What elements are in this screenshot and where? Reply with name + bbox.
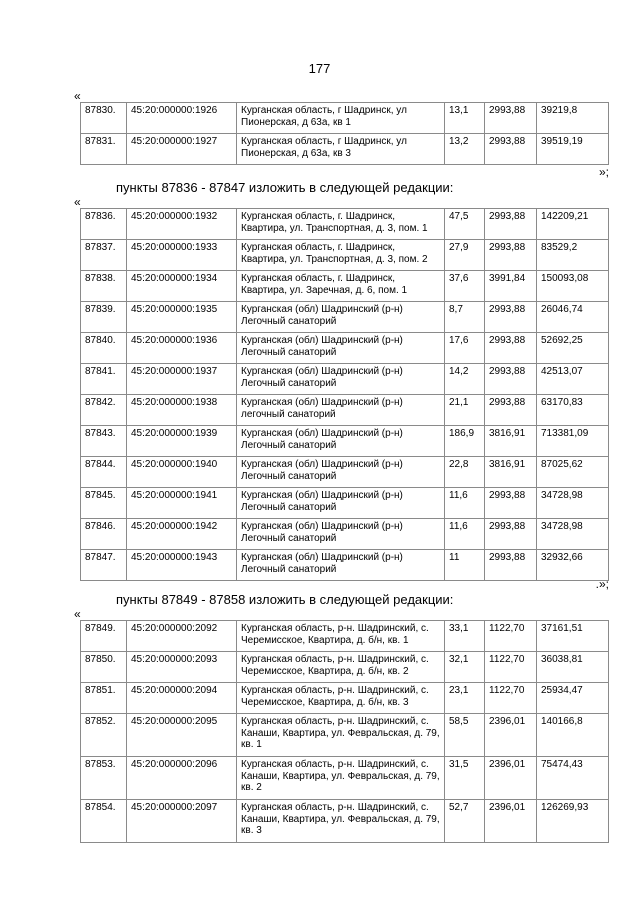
- table-row: [81, 519, 609, 550]
- open-quote: «: [74, 89, 81, 103]
- cadastral-number-cell: 45:20:000000:1932: [127, 209, 237, 240]
- unit-price-cell: 2993,88: [485, 333, 537, 364]
- unit-price-cell: 2993,88: [485, 550, 537, 581]
- row-number-cell: 87843.: [81, 426, 127, 457]
- row-number-cell: 87836.: [81, 209, 127, 240]
- row-number-cell: 87847.: [81, 550, 127, 581]
- cadastral-number-cell: 45:20:000000:1933: [127, 240, 237, 271]
- table-row: [81, 652, 609, 683]
- table-row: [81, 302, 609, 333]
- area-cell: 27,9: [445, 240, 485, 271]
- area-cell: 31,5: [445, 757, 485, 800]
- table-row: [81, 550, 609, 581]
- unit-price-cell: 3816,91: [485, 426, 537, 457]
- row-number-cell: 87830.: [81, 103, 127, 134]
- unit-price-cell: 2993,88: [485, 488, 537, 519]
- address-cell: Курганская (обл) Шадринский (р-н) Легочный санаторий: [237, 488, 445, 519]
- total-value-cell: 126269,93: [537, 800, 609, 843]
- close-quote: .»;: [595, 577, 609, 591]
- address-cell: Курганская область, г. Шадринск, Квартира, ул. Транспортная, д. 3, пом. 1: [237, 209, 445, 240]
- address-cell: Курганская область, г. Шадринск, Квартира, ул. Транспортная, д. 3, пом. 2: [237, 240, 445, 271]
- total-value-cell: 39219,8: [537, 103, 609, 134]
- unit-price-cell: 3991,84: [485, 271, 537, 302]
- table-row: [81, 457, 609, 488]
- area-cell: 186,9: [445, 426, 485, 457]
- row-number-cell: 87849.: [81, 621, 127, 652]
- table-row: [81, 103, 609, 134]
- cadastral-number-cell: 45:20:000000:1943: [127, 550, 237, 581]
- amendment-paragraph: пункты 87836 - 87847 изложить в следующей редакции:: [116, 180, 454, 195]
- row-number-cell: 87852.: [81, 714, 127, 757]
- unit-price-cell: 2993,88: [485, 395, 537, 426]
- row-number-cell: 87851.: [81, 683, 127, 714]
- total-value-cell: 75474,43: [537, 757, 609, 800]
- address-cell: Курганская (обл) Шадринский (р-н) Легочный санаторий: [237, 364, 445, 395]
- row-number-cell: 87839.: [81, 302, 127, 333]
- unit-price-cell: 2993,88: [485, 364, 537, 395]
- total-value-cell: 42513,07: [537, 364, 609, 395]
- cadastral-number-cell: 45:20:000000:1937: [127, 364, 237, 395]
- address-cell: Курганская область, р-н. Шадринский, с. Канаши, Квартира, ул. Февральская, д. 79, кв. 3: [237, 800, 445, 843]
- address-cell: Курганская (обл) Шадринский (р-н) Легочный санаторий: [237, 550, 445, 581]
- close-quote: »;: [598, 165, 609, 179]
- cadastral-number-cell: 45:20:000000:1942: [127, 519, 237, 550]
- area-cell: 13,1: [445, 103, 485, 134]
- total-value-cell: 32932,66: [537, 550, 609, 581]
- unit-price-cell: 2396,01: [485, 714, 537, 757]
- cadastral-number-cell: 45:20:000000:2092: [127, 621, 237, 652]
- address-cell: Курганская (обл) Шадринский (р-н) легочный санаторий: [237, 395, 445, 426]
- cadastral-number-cell: 45:20:000000:1936: [127, 333, 237, 364]
- total-value-cell: 87025,62: [537, 457, 609, 488]
- row-number-cell: 87838.: [81, 271, 127, 302]
- cadastral-number-cell: 45:20:000000:1934: [127, 271, 237, 302]
- area-cell: 23,1: [445, 683, 485, 714]
- unit-price-cell: 2396,01: [485, 800, 537, 843]
- table-section-2: [80, 208, 609, 581]
- area-cell: 14,2: [445, 364, 485, 395]
- unit-price-cell: 2993,88: [485, 134, 537, 165]
- address-cell: Курганская (обл) Шадринский (р-н) Легочный санаторий: [237, 426, 445, 457]
- unit-price-cell: 1122,70: [485, 621, 537, 652]
- total-value-cell: 83529,2: [537, 240, 609, 271]
- unit-price-cell: 1122,70: [485, 683, 537, 714]
- area-cell: 11,6: [445, 488, 485, 519]
- address-cell: Курганская (обл) Шадринский (р-н) Легочный санаторий: [237, 457, 445, 488]
- row-number-cell: 87853.: [81, 757, 127, 800]
- area-cell: 37,6: [445, 271, 485, 302]
- table-row: [81, 426, 609, 457]
- address-cell: Курганская область, г. Шадринск, Квартира, ул. Заречная, д. 6, пом. 1: [237, 271, 445, 302]
- cadastral-number-cell: 45:20:000000:2093: [127, 652, 237, 683]
- table-section-3: [80, 620, 609, 843]
- open-quote: «: [74, 195, 81, 209]
- address-cell: Курганская область, р-н. Шадринский, с. Канаши, Квартира, ул. Февральская, д. 79, кв. 2: [237, 757, 445, 800]
- unit-price-cell: 2993,88: [485, 519, 537, 550]
- table-row: [81, 621, 609, 652]
- area-cell: 52,7: [445, 800, 485, 843]
- cadastral-number-cell: 45:20:000000:2094: [127, 683, 237, 714]
- address-cell: Курганская область, р-н. Шадринский, с. Черемисское, Квартира, д. б/н, кв. 2: [237, 652, 445, 683]
- address-cell: Курганская (обл) Шадринский (р-н) Легочный санаторий: [237, 519, 445, 550]
- row-number-cell: 87842.: [81, 395, 127, 426]
- row-number-cell: 87850.: [81, 652, 127, 683]
- area-cell: 11,6: [445, 519, 485, 550]
- total-value-cell: 63170,83: [537, 395, 609, 426]
- unit-price-cell: 2993,88: [485, 240, 537, 271]
- table-row: [81, 395, 609, 426]
- cadastral-number-cell: 45:20:000000:1939: [127, 426, 237, 457]
- address-cell: Курганская (обл) Шадринский (р-н) Легочный санаторий: [237, 333, 445, 364]
- table-row: [81, 714, 609, 757]
- row-number-cell: 87837.: [81, 240, 127, 271]
- row-number-cell: 87831.: [81, 134, 127, 165]
- unit-price-cell: 3816,91: [485, 457, 537, 488]
- row-number-cell: 87841.: [81, 364, 127, 395]
- area-cell: 13,2: [445, 134, 485, 165]
- total-value-cell: 142209,21: [537, 209, 609, 240]
- row-number-cell: 87844.: [81, 457, 127, 488]
- cadastral-number-cell: 45:20:000000:2095: [127, 714, 237, 757]
- total-value-cell: 26046,74: [537, 302, 609, 333]
- total-value-cell: 713381,09: [537, 426, 609, 457]
- table-row: [81, 683, 609, 714]
- address-cell: Курганская область, г Шадринск, ул Пионерская, д 63а, кв 1: [237, 103, 445, 134]
- unit-price-cell: 2993,88: [485, 209, 537, 240]
- total-value-cell: 36038,81: [537, 652, 609, 683]
- cadastral-number-cell: 45:20:000000:1935: [127, 302, 237, 333]
- page-number: 177: [308, 61, 331, 76]
- cadastral-number-cell: 45:20:000000:2096: [127, 757, 237, 800]
- area-cell: 32,1: [445, 652, 485, 683]
- table-row: [81, 488, 609, 519]
- address-cell: Курганская (обл) Шадринский (р-н) Легочный санаторий: [237, 302, 445, 333]
- table-row: [81, 271, 609, 302]
- table-body: [81, 103, 609, 165]
- table-body: [81, 209, 609, 581]
- total-value-cell: 37161,51: [537, 621, 609, 652]
- table-row: [81, 757, 609, 800]
- unit-price-cell: 2993,88: [485, 302, 537, 333]
- cadastral-number-cell: 45:20:000000:2097: [127, 800, 237, 843]
- area-cell: 47,5: [445, 209, 485, 240]
- area-cell: 11: [445, 550, 485, 581]
- table-row: [81, 364, 609, 395]
- area-cell: 22,8: [445, 457, 485, 488]
- row-number-cell: 87846.: [81, 519, 127, 550]
- area-cell: 21,1: [445, 395, 485, 426]
- address-cell: Курганская область, г Шадринск, ул Пионерская, д 63а, кв 3: [237, 134, 445, 165]
- total-value-cell: 150093,08: [537, 271, 609, 302]
- unit-price-cell: 2993,88: [485, 103, 537, 134]
- cadastral-number-cell: 45:20:000000:1941: [127, 488, 237, 519]
- address-cell: Курганская область, р-н. Шадринский, с. Канаши, Квартира, ул. Февральская, д. 79, кв. 1: [237, 714, 445, 757]
- table-body: [81, 621, 609, 843]
- row-number-cell: 87854.: [81, 800, 127, 843]
- total-value-cell: 34728,98: [537, 519, 609, 550]
- cadastral-number-cell: 45:20:000000:1940: [127, 457, 237, 488]
- address-cell: Курганская область, р-н. Шадринский, с. Черемисское, Квартира, д. б/н, кв. 3: [237, 683, 445, 714]
- total-value-cell: 140166,8: [537, 714, 609, 757]
- row-number-cell: 87840.: [81, 333, 127, 364]
- table-row: [81, 134, 609, 165]
- area-cell: 17,6: [445, 333, 485, 364]
- area-cell: 8,7: [445, 302, 485, 333]
- row-number-cell: 87845.: [81, 488, 127, 519]
- table-row: [81, 240, 609, 271]
- total-value-cell: 39519,19: [537, 134, 609, 165]
- amendment-paragraph: пункты 87849 - 87858 изложить в следующей редакции:: [116, 592, 454, 607]
- area-cell: 33,1: [445, 621, 485, 652]
- total-value-cell: 52692,25: [537, 333, 609, 364]
- total-value-cell: 34728,98: [537, 488, 609, 519]
- total-value-cell: 25934,47: [537, 683, 609, 714]
- cadastral-number-cell: 45:20:000000:1938: [127, 395, 237, 426]
- open-quote: «: [74, 607, 81, 621]
- table-row: [81, 333, 609, 364]
- unit-price-cell: 2396,01: [485, 757, 537, 800]
- cadastral-number-cell: 45:20:000000:1927: [127, 134, 237, 165]
- cadastral-number-cell: 45:20:000000:1926: [127, 103, 237, 134]
- table-section-1: [80, 102, 609, 165]
- address-cell: Курганская область, р-н. Шадринский, с. Черемисское, Квартира, д. б/н, кв. 1: [237, 621, 445, 652]
- unit-price-cell: 1122,70: [485, 652, 537, 683]
- table-row: [81, 800, 609, 843]
- area-cell: 58,5: [445, 714, 485, 757]
- table-row: [81, 209, 609, 240]
